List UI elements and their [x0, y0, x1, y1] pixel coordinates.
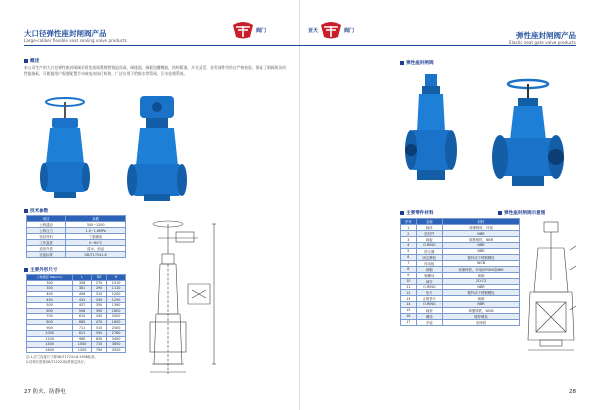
- column-header: 参数: [66, 216, 126, 222]
- table-cell: 2000: [107, 314, 126, 320]
- table-cell: 阀体: [416, 225, 442, 231]
- company-logo-icon: [232, 21, 254, 39]
- product-heading: 弹性座封闸阀: [400, 60, 434, 66]
- table-cell: 镀锌或不锈钢螺栓: [443, 290, 520, 296]
- table-cell: GB/T17241.6: [66, 252, 126, 258]
- table-cell: 450: [27, 297, 73, 303]
- table-cell: 1: [401, 225, 417, 231]
- table-cell: 1200: [27, 336, 73, 342]
- table-cell: 密封件: [416, 231, 442, 237]
- company-logo-icon: [320, 21, 342, 39]
- valve-engineering-drawing: [148, 214, 224, 382]
- right-page-number: 28: [569, 389, 576, 395]
- table-cell: 310: [91, 291, 106, 297]
- manual-gate-valve-photo: [40, 94, 90, 202]
- table-cell: 2760: [107, 330, 126, 336]
- table-cell: 9: [401, 272, 417, 278]
- table-cell: 1290: [107, 297, 126, 303]
- table-cell: 固定螺栓: [416, 254, 442, 260]
- left-page-subtitle: Large-caliber flexible seat sealing valve products: [24, 38, 127, 43]
- table-cell: 500: [27, 302, 73, 308]
- table-cell: 手轮: [416, 319, 442, 325]
- table-cell: 垫片: [416, 290, 442, 296]
- materials-table: [400, 218, 520, 326]
- table-cell: 公称压力: [27, 228, 66, 234]
- logo-text-left: 亚天: [308, 27, 319, 34]
- table-cell: 350: [91, 302, 106, 308]
- table-cell: 适用介质: [27, 246, 66, 252]
- bullet-square-icon: [24, 268, 28, 272]
- table-cell: 5: [401, 248, 417, 254]
- table-cell: 1650: [107, 319, 126, 325]
- table-cell: 黄铜: [443, 272, 520, 278]
- table-cell: 镀锌螺栓: [443, 313, 520, 319]
- header-rule: [24, 45, 300, 46]
- table-cell: 阀杆: [416, 278, 442, 284]
- table-cell: 356: [73, 280, 92, 286]
- table-cell: 960: [73, 336, 92, 342]
- table-cell: 丁腈橡胶: [66, 234, 126, 240]
- table-cell: 700: [27, 314, 73, 320]
- table-cell: 连接标准: [27, 252, 66, 258]
- table-cell: 球墨铸铁、WCB: [443, 307, 520, 313]
- table-cell: O-RING: [416, 302, 442, 308]
- table-cell: 4520: [107, 347, 126, 353]
- table-cell: 470: [91, 319, 106, 325]
- table-cell: 790: [91, 347, 106, 353]
- overview-text: 本公司生产的大口径弹性座封闸阀采用优质球墨铸铁铸造而成，阀座面，阀板包覆橡胶，结构紧凑，开关灵活，各零部件均经过严格检验，保证了闸阀的各项性能指标，可根据用户需要配置手动或电动执行机构，广泛应用于给排水等管网，污水处理系统。: [24, 65, 286, 76]
- table-cell: 工作温度: [27, 240, 66, 246]
- table-cell: 清水、油品: [66, 246, 126, 252]
- table-cell: 6: [401, 254, 417, 260]
- table-cell: 1400: [27, 342, 73, 348]
- valve-section-diagram: [526, 220, 578, 370]
- table-cell: 螺栓: [416, 313, 442, 319]
- electric-gate-valve-photo: [126, 94, 188, 204]
- table-row: [401, 319, 520, 325]
- table-cell: 球墨铸铁、NBR: [443, 237, 520, 243]
- table-cell: 传动板: [416, 260, 442, 266]
- table-cell: 10: [401, 278, 417, 284]
- bullet-square-icon: [24, 209, 28, 213]
- table-cell: 330: [91, 297, 106, 303]
- table-cell: 铜螺母: [416, 272, 442, 278]
- table-cell: 1300: [73, 347, 92, 353]
- table-cell: 711: [73, 325, 92, 331]
- table-cell: 8: [401, 266, 417, 272]
- table-cell: 457: [73, 302, 92, 308]
- right-page-subtitle: Elastic seat gate valve products: [509, 40, 576, 45]
- table-cell: NBR: [443, 243, 520, 249]
- diagram-heading: 弹性座封闸阀示意图: [498, 210, 545, 216]
- table-cell: 270: [91, 280, 106, 286]
- table-cell: 11: [401, 284, 417, 290]
- bullet-square-icon: [498, 211, 502, 215]
- right-page: [300, 0, 600, 410]
- table-cell: O-RING: [416, 284, 442, 290]
- table-cell: 432: [73, 297, 92, 303]
- logo-text-right: 阀门: [344, 27, 355, 34]
- handwheel-gate-valve-photo: [490, 76, 566, 192]
- table-row: [27, 347, 126, 353]
- bullet-square-icon: [24, 59, 28, 63]
- table-cell: 1390: [107, 302, 126, 308]
- table-cell: 710: [91, 342, 106, 348]
- table-cell: 510: [91, 325, 106, 331]
- table-cell: 550: [91, 330, 106, 336]
- bullet-square-icon: [400, 211, 404, 215]
- table-cell: 1.0~1.6MPa: [66, 228, 126, 234]
- table-cell: 600: [27, 308, 73, 314]
- table-cell: 密封材料: [27, 234, 66, 240]
- table-cell: 阀板: [416, 237, 442, 243]
- table-cell: 2500: [107, 325, 126, 331]
- table-cell: NBR: [443, 284, 520, 290]
- table-cell: 球墨铸铁、环氧: [443, 225, 520, 231]
- table-cell: 400: [27, 291, 73, 297]
- table-cell: 1000: [27, 330, 73, 336]
- table-cell: 14: [401, 302, 417, 308]
- tech-params-table: [26, 215, 126, 258]
- table-cell: 3850: [107, 342, 126, 348]
- table-cell: 黄铜: [443, 296, 520, 302]
- column-header: 公称通径 DN(mm): [27, 275, 73, 281]
- table-cell: 阀帽: [416, 266, 442, 272]
- table-cell: 430: [91, 314, 106, 320]
- table-cell: 290: [91, 286, 106, 292]
- column-header: 序号: [401, 219, 417, 225]
- table-cell: NBR: [443, 302, 520, 308]
- table-cell: 610: [73, 314, 92, 320]
- dimensions-table: [26, 274, 126, 353]
- table-cell: 止推垫片: [416, 296, 442, 302]
- table-cell: 630: [91, 336, 106, 342]
- table-cell: WCB: [443, 260, 520, 266]
- table-cell: 镀锌或不锈钢螺栓: [443, 254, 520, 260]
- table-cell: 381: [73, 286, 92, 292]
- table-cell: 2Cr13: [443, 278, 520, 284]
- column-header: 项目: [27, 216, 66, 222]
- table-cell: 1010: [107, 280, 126, 286]
- table-cell: 17: [401, 319, 417, 325]
- left-logo: [232, 20, 266, 40]
- table-cell: 15: [401, 307, 417, 313]
- table-cell: 300: [27, 280, 73, 286]
- table-cell: 轴套: [416, 307, 442, 313]
- table-cell: 公称通径: [27, 222, 66, 228]
- table-cell: 1200: [107, 291, 126, 297]
- column-header: D0: [91, 275, 106, 281]
- table-cell: 7: [401, 260, 417, 266]
- table-cell: 1110: [107, 286, 126, 292]
- table-cell: 3400: [107, 336, 126, 342]
- table-cell: 800: [27, 319, 73, 325]
- bullet-square-icon: [400, 61, 404, 65]
- column-header: H: [107, 275, 126, 281]
- table-cell: 900: [27, 325, 73, 331]
- tech-params-heading: 技术参数: [24, 208, 48, 214]
- table-cell: NBR: [443, 248, 520, 254]
- table-cell: 390: [91, 308, 106, 314]
- header-rule: [300, 45, 576, 46]
- table-cell: 660: [73, 319, 92, 325]
- table-cell: 508: [73, 308, 92, 314]
- left-page-title: 大口径弹性座封闸阀产品: [24, 29, 107, 38]
- table-cell: 灰铸铁: [443, 319, 520, 325]
- cap-top-gate-valve-photo: [405, 72, 457, 192]
- table-cell: 防尘圈: [416, 248, 442, 254]
- dimensions-heading: 主要外形尺寸: [24, 267, 58, 273]
- table-cell: 300~1200: [66, 222, 126, 228]
- table-cell: 13: [401, 296, 417, 302]
- column-header: L: [73, 275, 92, 281]
- left-page-number: 27 防火、防静电: [24, 389, 66, 395]
- logo-text-right: 阀门: [256, 27, 267, 34]
- table-cell: 3: [401, 237, 417, 243]
- table-cell: 球墨铸铁、环氧/EPDM或NBR: [443, 266, 520, 272]
- table-cell: 0~80℃: [66, 240, 126, 246]
- right-logo: [308, 20, 354, 40]
- table-cell: O-RING: [416, 243, 442, 249]
- table-cell: 1000: [73, 342, 92, 348]
- table-cell: 1600: [27, 347, 73, 353]
- right-page-title: 弹性座封闸阀产品: [516, 31, 576, 40]
- table-cell: NBR: [443, 231, 520, 237]
- table-cell: 16: [401, 313, 417, 319]
- table-cell: 811: [73, 330, 92, 336]
- table-cell: 1800: [107, 308, 126, 314]
- table-cell: 2: [401, 231, 417, 237]
- overview-heading: 概述: [24, 58, 39, 64]
- materials-heading: 主要零件材料: [400, 210, 434, 216]
- column-header: 材料: [443, 219, 520, 225]
- table-cell: 12: [401, 290, 417, 296]
- table-cell: 4: [401, 243, 417, 249]
- footnote: 注:1.法兰连接尺寸按GB/T17241.6-1998标准。 2.结构长度按GB/T12221标准规定执行。: [26, 355, 98, 364]
- table-cell: 406: [73, 291, 92, 297]
- table-row: [27, 252, 126, 258]
- column-header: 名称: [416, 219, 442, 225]
- table-cell: 350: [27, 286, 73, 292]
